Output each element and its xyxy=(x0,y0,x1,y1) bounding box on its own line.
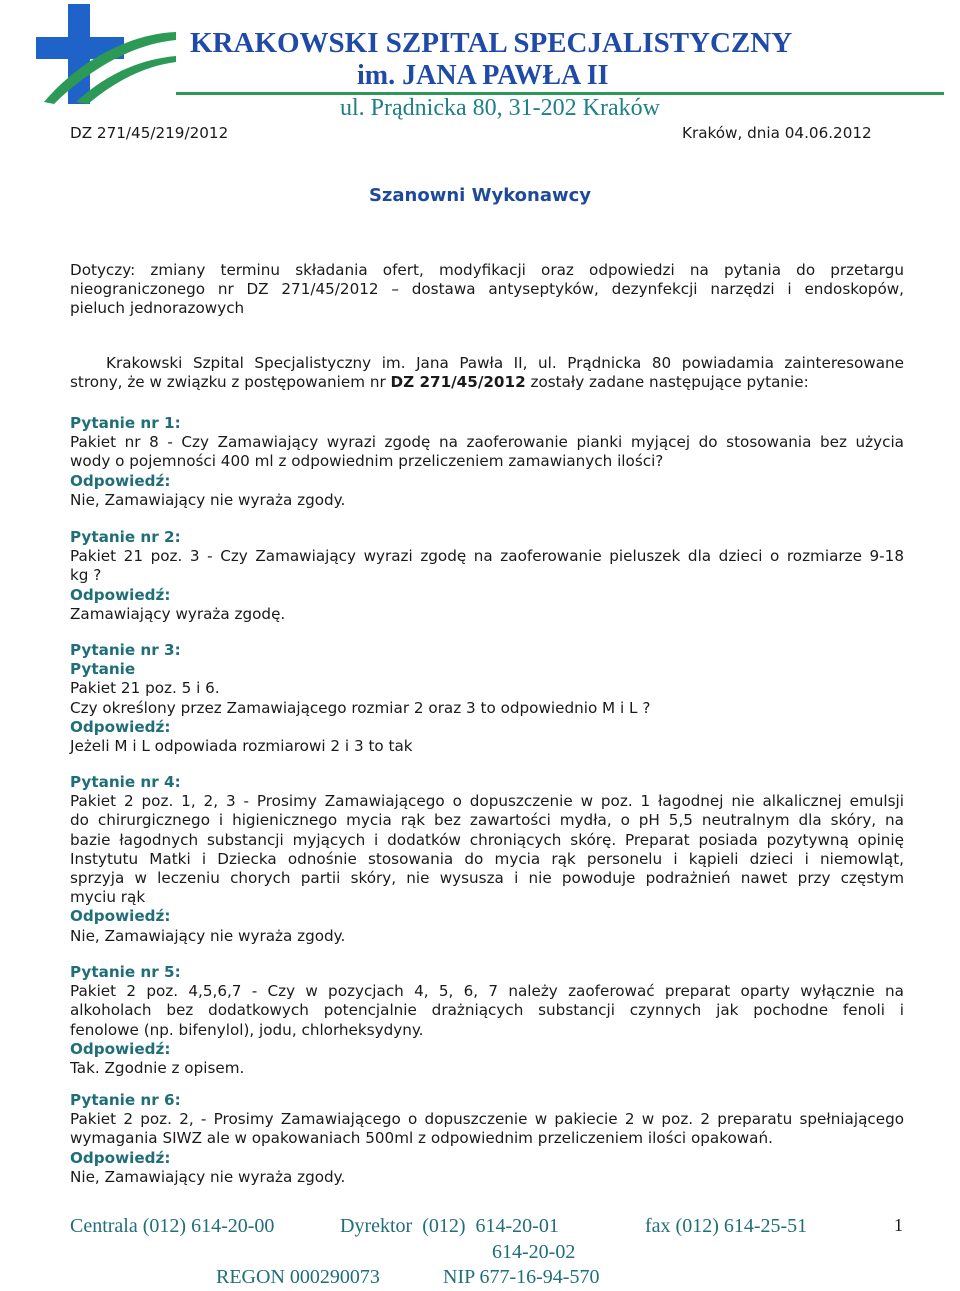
question-title: Pytanie nr 4: xyxy=(70,773,181,791)
question-block xyxy=(70,414,904,510)
question-block xyxy=(70,641,904,756)
question-title: Pytanie nr 1: xyxy=(70,414,181,432)
question-subtitle: Pytanie xyxy=(70,660,136,679)
footer-central: Centrala (012) 614-20-00 xyxy=(70,1215,275,1237)
answer-label: Odpowiedź: xyxy=(70,907,171,926)
answer-text: Nie, Zamawiający nie wyraża zgody. xyxy=(70,926,346,945)
document-reference: DZ 271/45/219/2012 xyxy=(70,124,229,142)
intro-text: strony, że w związku z postępowaniem nr xyxy=(70,373,391,392)
question-line: myciu rąk xyxy=(70,888,146,907)
intro-text: zostały zadane następujące pytanie: xyxy=(525,373,809,392)
question-line: Czy określony przez Zamawiającego rozmiar 2 oraz 3 to odpowiednio M i L ? xyxy=(70,698,651,717)
hospital-logo xyxy=(36,4,176,104)
hospital-address: ul. Prądnicka 80, 31-202 Kraków xyxy=(340,95,660,121)
answer-label: Odpowiedź: xyxy=(70,1148,171,1167)
subject xyxy=(70,261,904,319)
question-line: do chirurgicznego i higienicznego mycia rąk bez zawartości mydła, o pH 5,5 neutralnym dla skóry, na xyxy=(70,811,904,830)
question-line: bazie łagodnych substancji myjących i dodatków chroniących skórę. Preparat posiada pozytywną opinię xyxy=(70,830,904,849)
question-line: Pakiet 2 poz. 4,5,6,7 - Czy w pozycjach 4, 5, 6, 7 należy zaoferować preparat oparty wyłącznie na xyxy=(70,982,904,1001)
cross-logo-icon xyxy=(36,4,176,104)
question-title: Pytanie nr 6: xyxy=(70,1091,181,1109)
hospital-patron: im. JANA PAWŁA II xyxy=(357,60,609,91)
question-line: kg ? xyxy=(70,566,102,585)
subject-line: Dotyczy: zmiany terminu składania ofert, modyfikacji oraz odpowiedzi na pytania do przetargu xyxy=(70,261,904,279)
question-line: alkoholach bez dodatkowych potencjalnie drażniących substancji czynnych jak pochodne fenoli i xyxy=(70,1001,904,1020)
answer-label: Odpowiedź: xyxy=(70,1039,171,1058)
question-line: wody o pojemności 400 ml z odpowiednim przeliczeniem zamawianych ilości? xyxy=(70,452,664,471)
footer-director: Dyrektor (012) 614-20-01 xyxy=(340,1215,559,1237)
intro-reference: DZ 271/45/2012 xyxy=(390,373,526,392)
question-title: Pytanie nr 3: xyxy=(70,641,181,659)
footer-nip: NIP 677-16-94-570 xyxy=(443,1266,600,1288)
question-line: sprzyja w leczeniu chorych partii skóry, nie wysusza i nie powoduje podrażnień nawet przy częstym xyxy=(70,869,904,888)
question-title: Pytanie nr 2: xyxy=(70,528,181,546)
answer-text: Jeżeli M i L odpowiada rozmiarowi 2 i 3 to tak xyxy=(70,737,413,756)
answer-label: Odpowiedź: xyxy=(70,585,171,604)
question-line: Pakiet 2 poz. 2, - Prosimy Zamawiającego o dopuszczenie w pakiecie 2 w poz. 2 preparatu spełniającego xyxy=(70,1110,904,1129)
question-block xyxy=(70,773,904,946)
page-number: 1 xyxy=(894,1215,903,1235)
question-line: Pakiet 2 poz. 1, 2, 3 - Prosimy Zamawiającego o dopuszczenie w poz. 1 łagodnej nie alkalicznej emulsji xyxy=(70,792,904,811)
subject-line: nieograniczonego nr DZ 271/45/2012 – dostawa antyseptyków, dezynfekcji narzędzi i endoskopów, xyxy=(70,280,904,299)
footer-fax: fax (012) 614-25-51 xyxy=(645,1215,808,1237)
question-line: Pakiet nr 8 - Czy Zamawiający wyrazi zgodę na zaoferowanie pianki myjącej do stosowania bez użycia xyxy=(70,433,904,452)
footer-director-2: 614-20-02 xyxy=(492,1241,576,1263)
question-title: Pytanie nr 5: xyxy=(70,963,181,981)
question-line: Instytutu Matki i Dziecka odnośnie stosowania do mycia rąk personelu i kąpieli dzieci i niemowląt, xyxy=(70,849,904,868)
greeting: Szanowni Wykonawcy xyxy=(368,185,592,206)
answer-text: Tak. Zgodnie z opisem. xyxy=(70,1059,245,1078)
hospital-name: KRAKOWSKI SZPITAL SPECJALISTYCZNY xyxy=(190,27,793,59)
intro-line: Krakowski Szpital Specjalistyczny im. Jana Pawła II, ul. Prądnicka 80 powiadamia zainteresowane xyxy=(106,354,904,372)
answer-label: Odpowiedź: xyxy=(70,717,171,736)
answer-label: Odpowiedź: xyxy=(70,471,171,490)
intro xyxy=(70,354,904,392)
answer-text: Zamawiający wyraża zgodę. xyxy=(70,604,286,623)
question-line: Pakiet 21 poz. 3 - Czy Zamawiający wyrazi zgodę na zaoferowanie pieluszek dla dzieci o rozmiarze 9-18 xyxy=(70,547,904,566)
subject-line: pieluch jednorazowych xyxy=(70,299,245,318)
footer-regon: REGON 000290073 xyxy=(216,1266,380,1288)
question-block xyxy=(70,1091,904,1187)
answer-text: Nie, Zamawiający nie wyraża zgody. xyxy=(70,1167,346,1186)
answer-text: Nie, Zamawiający nie wyraża zgody. xyxy=(70,490,346,509)
question-line: wymagania SIWZ ale w opakowaniach 500ml z odpowiednim przeliczeniem ilości opakowań. xyxy=(70,1129,773,1148)
question-block xyxy=(70,963,904,1078)
document-date: Kraków, dnia 04.06.2012 xyxy=(682,124,872,142)
question-line: fenolowe (np. bifenylol), jodu, chlorheksydyny. xyxy=(70,1020,424,1039)
question-line: Pakiet 21 poz. 5 i 6. xyxy=(70,679,220,698)
question-block xyxy=(70,528,904,624)
intro-line xyxy=(70,373,904,392)
